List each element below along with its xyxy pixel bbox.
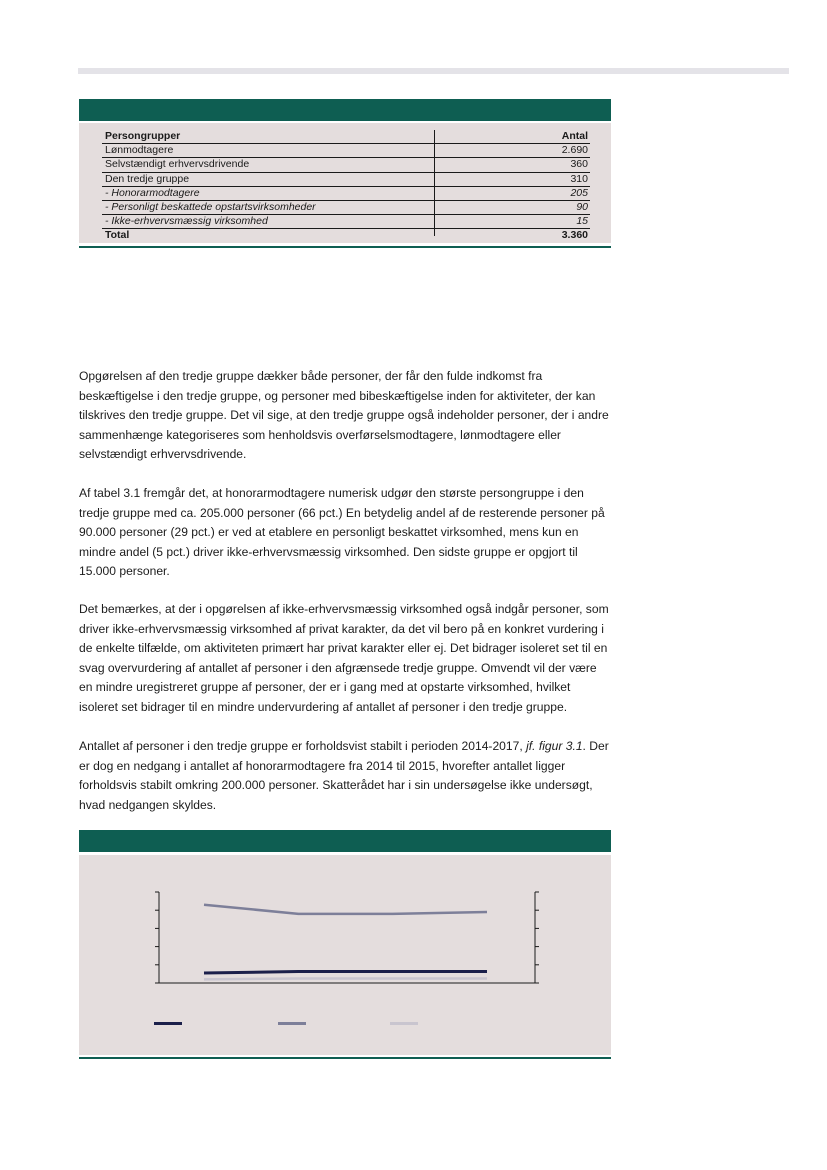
table-bottom-rule [79, 246, 611, 248]
figure-header-bar [79, 830, 611, 852]
table-header-row [102, 130, 590, 144]
row-value: 310 [570, 172, 588, 185]
paragraph-4-text-b: . Der er dog en nedgang i antallet af honorarmodtagere fra 2014 til 2015, hvorefter antallet ligger forholdsvis stabilt omkring 200.000 personer. Skatterådet har i sin undersøgelse ikke undersøgt, hvad nedgangen skyldes. [79, 739, 609, 812]
table-column-divider [434, 130, 435, 236]
row-label: Selvstændigt erhvervsdrivende [105, 158, 250, 171]
paragraph-2: Af tabel 3.1 fremgår det, at honorarmodtagere numerisk udgør den største persongruppe i den tredje gruppe med ca. 205.000 personer (66 pct.) En betydelig andel af de resterende personer på 90.000 personer (29 pct.) er ved at etablere en personligt beskattet virksomhed, mens kun en mindre andel (5 pct.) driver ikke-erhvervsmæssig virksomhed. Den sidste gruppe er opgjort til 15.000 personer. [79, 486, 605, 579]
column-header-persongrupper: Persongrupper [105, 130, 181, 142]
row-value: 360 [570, 158, 588, 171]
row-label: Lønmodtagere [105, 144, 174, 157]
row-label: - Personligt beskattede opstartsvirksomheder [105, 200, 316, 213]
column-header-antal: Antal [561, 130, 588, 142]
series-line-2 [204, 905, 487, 914]
paragraph-1: Opgørelsen af den tredje gruppe dækker både personer, der får den fulde indkomst fra beskæftigelse i den tredje gruppe, og personer med bibeskæftigelse inden for aktiviteter, der kan tilskrives den tredje gruppe. Det vil sige, at den tredje gruppe også indeholder personer, der i andre sammenhænge kategoriseres som henholdsvis overførselsmodtagere, lønmodtagere eller selvstændigt erhvervsdrivende. [79, 369, 609, 462]
page-top-rule [78, 68, 789, 74]
table-row [102, 187, 590, 201]
table-total-row [102, 229, 590, 242]
row-value: 205 [570, 186, 588, 199]
figure-reference: jf. figur 3.1 [526, 739, 583, 753]
table-header-bar [79, 99, 611, 121]
legend-swatch-series-1 [154, 1022, 182, 1025]
paragraph-4 [79, 737, 612, 815]
series-line-1 [204, 972, 487, 973]
row-label: - Honorarmodtagere [105, 186, 200, 199]
row-label: Den tredje gruppe [105, 172, 190, 185]
paragraph-3: Det bemærkes, at der i opgørelsen af ikke-erhvervsmæssig virksomhed også indgår personer, som driver ikke-erhvervsmæssig virksomhed af privat karakter, da det vil bero på en konkret vurdering i de enkelte tilfælde, om aktiviteten primært har privat karakter eller ej. Det bidrager isoleret set til en svag overvurdering af antallet af personer i den afgrænsede tredje gruppe. Omvendt vil der være en mindre uregistreret gruppe af personer, der er i gang med at opstarte virksomhed, hvilket isoleret set bidrager til en mindre undervurdering af antallet af personer i den tredje gruppe. [79, 602, 609, 714]
row-value: 2.690 [561, 144, 588, 157]
series-line-3 [204, 978, 487, 979]
paragraph-4-text-a: Antallet af personer i den tredje gruppe er forholdsvist stabilt i perioden 2014-2017, [79, 739, 527, 753]
total-value: 3.360 [561, 229, 588, 242]
table-row [102, 173, 590, 187]
table-row [102, 201, 590, 215]
row-value: 15 [576, 215, 588, 228]
row-value: 90 [576, 200, 588, 213]
chart-series [204, 905, 487, 980]
table-row [102, 144, 590, 158]
persongrupper-table [102, 130, 590, 243]
table-row [102, 215, 590, 229]
total-label: Total [105, 229, 130, 242]
table-row [102, 158, 590, 172]
legend-swatch-series-2 [278, 1022, 306, 1025]
row-label: - Ikke-erhvervsmæssig virksomhed [105, 215, 268, 228]
legend-swatch-series-3 [390, 1022, 418, 1025]
figure-bottom-rule [79, 1057, 611, 1059]
